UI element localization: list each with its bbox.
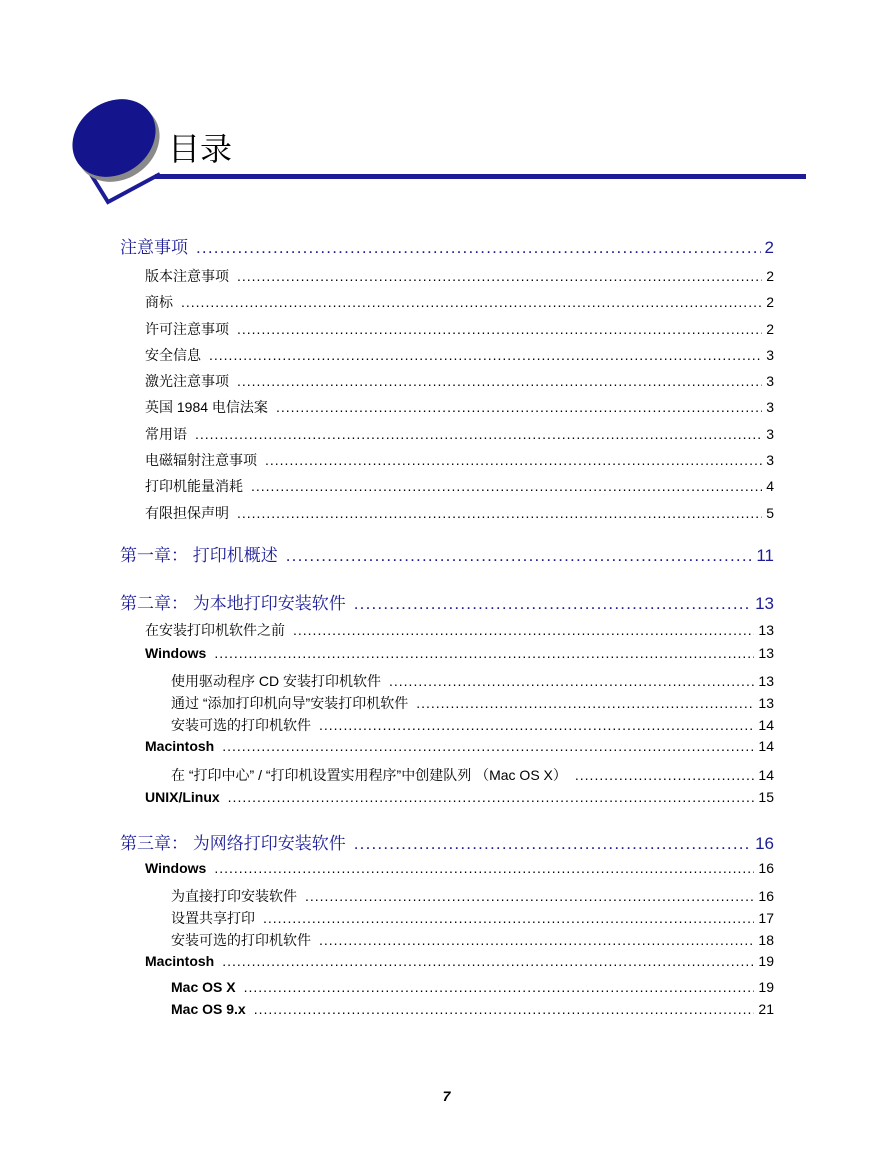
toc-entry[interactable] bbox=[145, 738, 774, 754]
toc-entry[interactable] bbox=[171, 765, 774, 785]
toc-chapter-entry[interactable] bbox=[120, 829, 774, 854]
toc-page-number: 15 bbox=[758, 789, 774, 805]
toc-page-number: 16 bbox=[758, 860, 774, 876]
toc-entry-label: 安装可选的打印机软件 bbox=[171, 932, 311, 948]
toc-page-number: 2 bbox=[764, 238, 774, 257]
toc-entry-label: 版本注意事项 bbox=[145, 268, 229, 284]
dot-leader bbox=[286, 546, 753, 566]
toc-page-number: 3 bbox=[766, 426, 774, 442]
toc-entry[interactable] bbox=[171, 671, 774, 691]
toc-page-number: 3 bbox=[766, 347, 774, 363]
toc-page-number: 21 bbox=[758, 1001, 774, 1017]
dot-leader bbox=[237, 505, 762, 521]
toc-entry-label: 第三章： 为网络打印安装软件 bbox=[120, 834, 346, 853]
toc-entry-label: 英国 1984 电信法案 bbox=[145, 399, 268, 415]
toc-entry-label: Macintosh bbox=[145, 738, 215, 754]
toc-entry[interactable] bbox=[145, 645, 774, 661]
title-rule bbox=[155, 174, 806, 179]
toc-page-number: 19 bbox=[758, 979, 774, 995]
dot-leader bbox=[416, 695, 754, 711]
toc-entry-label: 激光注意事项 bbox=[145, 373, 229, 389]
toc-entry[interactable] bbox=[145, 266, 774, 286]
toc-entry-label: 通过 “添加打印机向导”安装打印机软件 bbox=[171, 695, 409, 711]
dot-leader bbox=[214, 860, 754, 876]
toc-page-number: 3 bbox=[766, 399, 774, 415]
toc-entry-label: 注意事项 bbox=[120, 238, 188, 257]
dot-leader bbox=[244, 979, 755, 995]
toc-page-number: 2 bbox=[766, 321, 774, 337]
toc-entry[interactable] bbox=[145, 953, 774, 969]
toc-page-number: 14 bbox=[758, 738, 774, 754]
dot-leader bbox=[237, 373, 762, 389]
toc-entry[interactable] bbox=[171, 715, 774, 735]
toc-entry-label: UNIX/Linux bbox=[145, 789, 220, 805]
toc-entry[interactable] bbox=[171, 908, 774, 928]
toc-page-number: 3 bbox=[766, 373, 774, 389]
dot-leader bbox=[222, 953, 754, 969]
toc-entry[interactable] bbox=[171, 693, 774, 713]
toc-page-number: 4 bbox=[766, 478, 774, 494]
toc-entry-label: Macintosh bbox=[145, 953, 215, 969]
dot-leader bbox=[251, 478, 762, 494]
toc-entry[interactable] bbox=[171, 1001, 774, 1017]
chapter-logo-icon bbox=[60, 90, 170, 210]
dot-leader bbox=[293, 622, 754, 638]
toc-chapter-entry[interactable] bbox=[120, 589, 774, 614]
toc-chapter-entry[interactable] bbox=[120, 233, 774, 258]
toc-page-number: 3 bbox=[766, 452, 774, 468]
toc-page-number: 13 bbox=[758, 673, 774, 689]
dot-leader bbox=[254, 1001, 755, 1017]
toc-entry-label: Mac OS X bbox=[171, 979, 236, 995]
dot-leader bbox=[237, 321, 762, 337]
toc-entry-label: 在安装打印机软件之前 bbox=[145, 622, 285, 638]
toc-entry-label: 使用驱动程序 CD 安装打印机软件 bbox=[171, 673, 381, 689]
toc-entry-label: 许可注意事项 bbox=[145, 321, 229, 337]
dot-leader bbox=[195, 426, 762, 442]
toc-page-number: 14 bbox=[758, 767, 774, 783]
toc-page-number: 11 bbox=[756, 546, 774, 565]
dot-leader bbox=[209, 347, 762, 363]
toc-entry[interactable] bbox=[145, 476, 774, 496]
page-title: 目录 bbox=[168, 130, 233, 168]
toc-page-number: 5 bbox=[766, 505, 774, 521]
toc-entry-label: Windows bbox=[145, 645, 207, 661]
toc-entry-label: 安装可选的打印机软件 bbox=[171, 717, 311, 733]
toc-page-number: 2 bbox=[766, 294, 774, 310]
toc-entry[interactable] bbox=[145, 397, 774, 417]
dot-leader bbox=[237, 268, 762, 284]
toc-entry-label: 在 “打印中心” / “打印机设置实用程序”中创建队列 （Mac OS X） bbox=[171, 767, 567, 783]
dot-leader bbox=[214, 645, 754, 661]
dot-leader bbox=[181, 294, 762, 310]
toc-entry-label: 安全信息 bbox=[145, 347, 201, 363]
toc-entry[interactable] bbox=[171, 979, 774, 995]
toc-entry[interactable] bbox=[145, 319, 774, 339]
toc-entry-label: 打印机能量消耗 bbox=[145, 478, 243, 494]
toc-entry[interactable] bbox=[145, 860, 774, 876]
toc-entry[interactable] bbox=[145, 292, 774, 312]
toc-entry-label: 为直接打印安装软件 bbox=[171, 888, 297, 904]
toc-entry[interactable] bbox=[145, 424, 774, 444]
toc-page-number: 13 bbox=[758, 695, 774, 711]
toc-entry[interactable] bbox=[145, 450, 774, 470]
dot-leader bbox=[575, 767, 755, 783]
toc-page-number: 13 bbox=[758, 645, 774, 661]
toc-entry-label: Mac OS 9.x bbox=[171, 1001, 246, 1017]
toc-page-number: 16 bbox=[758, 888, 774, 904]
toc-page-number: 17 bbox=[758, 910, 774, 926]
toc-entry[interactable] bbox=[171, 930, 774, 950]
toc-entry[interactable] bbox=[145, 371, 774, 391]
toc-page-number: 13 bbox=[755, 594, 774, 613]
dot-leader bbox=[319, 717, 754, 733]
dot-leader bbox=[319, 932, 754, 948]
toc-entry-label: 设置共享打印 bbox=[171, 910, 255, 926]
toc-entry[interactable] bbox=[145, 620, 774, 640]
dot-leader bbox=[222, 738, 754, 754]
toc-page-number: 13 bbox=[758, 622, 774, 638]
dot-leader bbox=[263, 910, 754, 926]
dot-leader bbox=[389, 673, 754, 689]
dot-leader bbox=[228, 789, 755, 805]
toc-entry[interactable] bbox=[145, 503, 774, 523]
toc-entry-label: 电磁辐射注意事项 bbox=[145, 452, 257, 468]
toc-entry-label: 第一章： 打印机概述 bbox=[120, 546, 278, 565]
dot-leader bbox=[354, 594, 751, 614]
page-number: 7 bbox=[442, 1088, 451, 1104]
toc-entry[interactable] bbox=[171, 886, 774, 906]
dot-leader bbox=[276, 399, 762, 415]
toc-page-number: 16 bbox=[755, 834, 774, 853]
dot-leader bbox=[305, 888, 754, 904]
toc-page-number: 2 bbox=[766, 268, 774, 284]
toc-page-number: 18 bbox=[758, 932, 774, 948]
toc-page-number: 19 bbox=[758, 953, 774, 969]
toc-page-number: 14 bbox=[758, 717, 774, 733]
dot-leader bbox=[354, 834, 751, 854]
toc-entry-label: 第二章： 为本地打印安装软件 bbox=[120, 594, 346, 613]
toc-entry-label: Windows bbox=[145, 860, 207, 876]
dot-leader bbox=[196, 238, 761, 258]
toc-entry[interactable] bbox=[145, 789, 774, 805]
toc-entry-label: 商标 bbox=[145, 294, 173, 310]
dot-leader bbox=[265, 452, 762, 468]
toc-entry-label: 常用语 bbox=[145, 426, 187, 442]
toc-entry[interactable] bbox=[145, 345, 774, 365]
toc-chapter-entry[interactable] bbox=[120, 541, 774, 566]
toc-entry-label: 有限担保声明 bbox=[145, 505, 229, 521]
